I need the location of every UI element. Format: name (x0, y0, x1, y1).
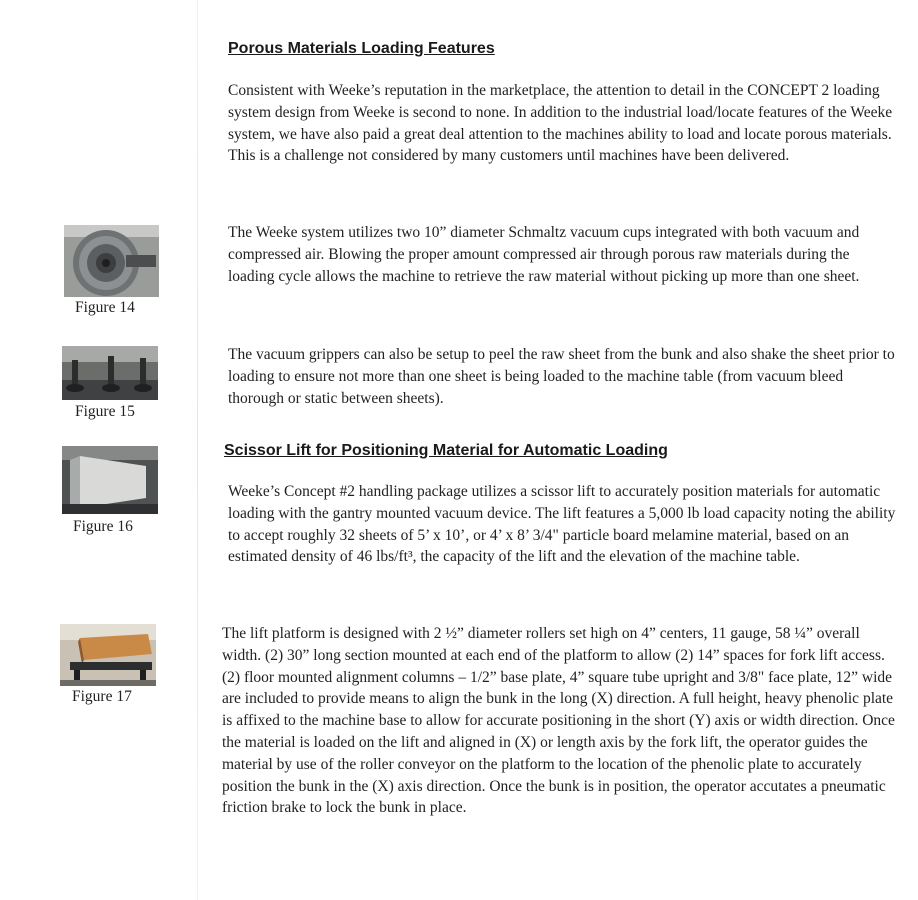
paragraph-weeke-reputation: Consistent with Weeke’s reputation in the marketplace, the attention to detail in the CONCEPT 2 loading system design from Weeke is second to none. In addition to the industrial load/locate features of the Weeke system, we have also paid a great deal attention to the machines ability to load and locate porous materials. This is a challenge not considered by many customers until machines have been delivered. (228, 82, 893, 165)
figure-17-caption: Figure 17 (72, 688, 132, 705)
margin-rule (197, 0, 198, 900)
figure-15-caption: Figure 15 (75, 403, 135, 420)
figure-15-image (62, 346, 158, 400)
section-heading-porous-materials: Porous Materials Loading Features (228, 40, 495, 57)
figure-16-caption: Figure 16 (73, 518, 133, 535)
figure-16-image (62, 446, 158, 514)
paragraph-vacuum-grippers: The vacuum grippers can also be setup to peel the raw sheet from the bunk and also shake the sheet prior to loading to ensure not more than one sheet is being loaded to the machine table (from vacuum bleed thorough or static between sheets). (228, 346, 895, 407)
paragraph-lift-platform: The lift platform is designed with 2 ½” diameter rollers set high on 4” centers, 11 gauge, 58 ¼” overall width. (2) 30” long section mounted at each end of the platform to allow (2) 14” spaces for fork lift access. (2) floor mounted alignment columns – 1/2” base plate, 4” square tube upright and 3/8" face plate, 12” wide are included to provide means to align the bunk in the long (X) direction. A full height, heavy phenolic plate is affixed to the machine base to allow for accurate positioning in the short (Y) axis or width direction. Once the material is loaded on the lift and aligned in (X) or length axis by the fork lift, the operator guides the material by use of the roller conveyor on the platform to the location of the phenolic plate to accurately position the bunk in the (X) axis direction. Once the bunk is in position, the operator accutates a pneumatic friction brake to lock the bunk in place. (222, 625, 895, 817)
figure-17-image (60, 624, 156, 686)
figure-14-caption: Figure 14 (75, 299, 135, 316)
section-heading-scissor-lift: Scissor Lift for Positioning Material for Automatic Loading (224, 442, 668, 459)
figure-14-image (64, 225, 159, 297)
paragraph-concept-2-lift: Weeke’s Concept #2 handling package utilizes a scissor lift to accurately position materials for automatic loading with the gantry mounted vacuum device. The lift features a 5,000 lb load capacity noting the ability to accept roughly 32 sheets of 5’ x 10’, or 4’ x 8’ 3/4" particle board melamine material, based on an estimated density of 46 lbs/ft³, the capacity of the lift and the elevation of the machine table. (228, 483, 896, 566)
paragraph-vacuum-cups: The Weeke system utilizes two 10” diameter Schmaltz vacuum cups integrated with both vacuum and compressed air. Blowing the proper amount compressed air through porous raw materials during the loading cycle allows the machine to retrieve the raw material without picking up more than one sheet. (228, 224, 860, 285)
